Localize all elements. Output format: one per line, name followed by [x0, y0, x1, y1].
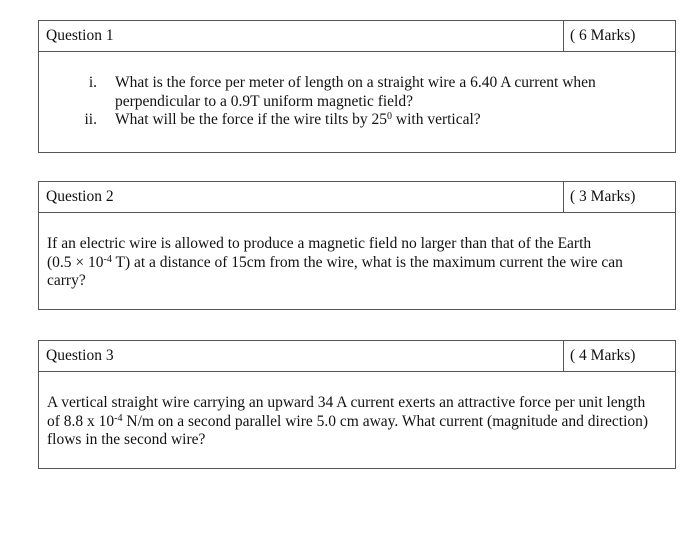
body-line: flows in the second wire? — [47, 431, 206, 448]
item-number: ii. — [84, 111, 97, 128]
question-2-title: Question 2 — [46, 188, 114, 205]
question-2-header — [39, 182, 675, 213]
question-1-header — [39, 21, 675, 52]
body-line — [47, 254, 667, 273]
item-text — [115, 111, 655, 130]
question-1-marks: ( 6 Marks) — [563, 21, 675, 51]
question-2-box — [38, 181, 676, 310]
question-2-marks: ( 3 Marks) — [563, 182, 675, 212]
item-line: What is the force per meter of length on a straight wire a 6.40 A current when — [115, 74, 596, 91]
body-line: If an electric wire is allowed to produce a magnetic field no larger than that of the Earth — [47, 235, 592, 252]
question-1-body — [39, 52, 675, 130]
text-segment: (0.5 × 10 — [47, 253, 104, 271]
question-3-marks: ( 4 Marks) — [563, 341, 675, 371]
body-line: carry? — [47, 272, 86, 289]
question-3-header — [39, 341, 675, 372]
item-line: perpendicular to a 0.9T uniform magnetic field? — [115, 92, 413, 110]
question-2-body — [39, 213, 675, 291]
question-3-body — [39, 372, 675, 450]
text-segment: N/m on a second parallel wire 5.0 cm away. What current (magnitude and direction) — [122, 412, 649, 430]
superscript: -4 — [114, 412, 123, 424]
question-1-box — [38, 20, 676, 153]
body-line: A vertical straight wire carrying an upward 34 A current exerts an attractive force per unit length — [47, 394, 646, 411]
text-segment: with vertical? — [392, 111, 481, 128]
superscript: 0 — [387, 111, 393, 122]
question-3-title: Question 3 — [46, 347, 114, 364]
question-1-title: Question 1 — [46, 27, 114, 44]
question-1-item-ii — [57, 111, 655, 130]
text-segment: What will be the force if the wire tilts by 25 — [115, 111, 388, 128]
text-segment: T) at a distance of 15cm from the wire, what is the maximum current the wire can — [111, 253, 623, 271]
superscript: -4 — [103, 253, 112, 265]
item-number: i. — [88, 74, 97, 91]
item-text — [115, 74, 655, 111]
question-3-box — [38, 340, 676, 469]
body-line — [47, 413, 669, 432]
question-1-item-i — [57, 74, 655, 111]
text-segment: of 8.8 x 10 — [47, 412, 115, 430]
